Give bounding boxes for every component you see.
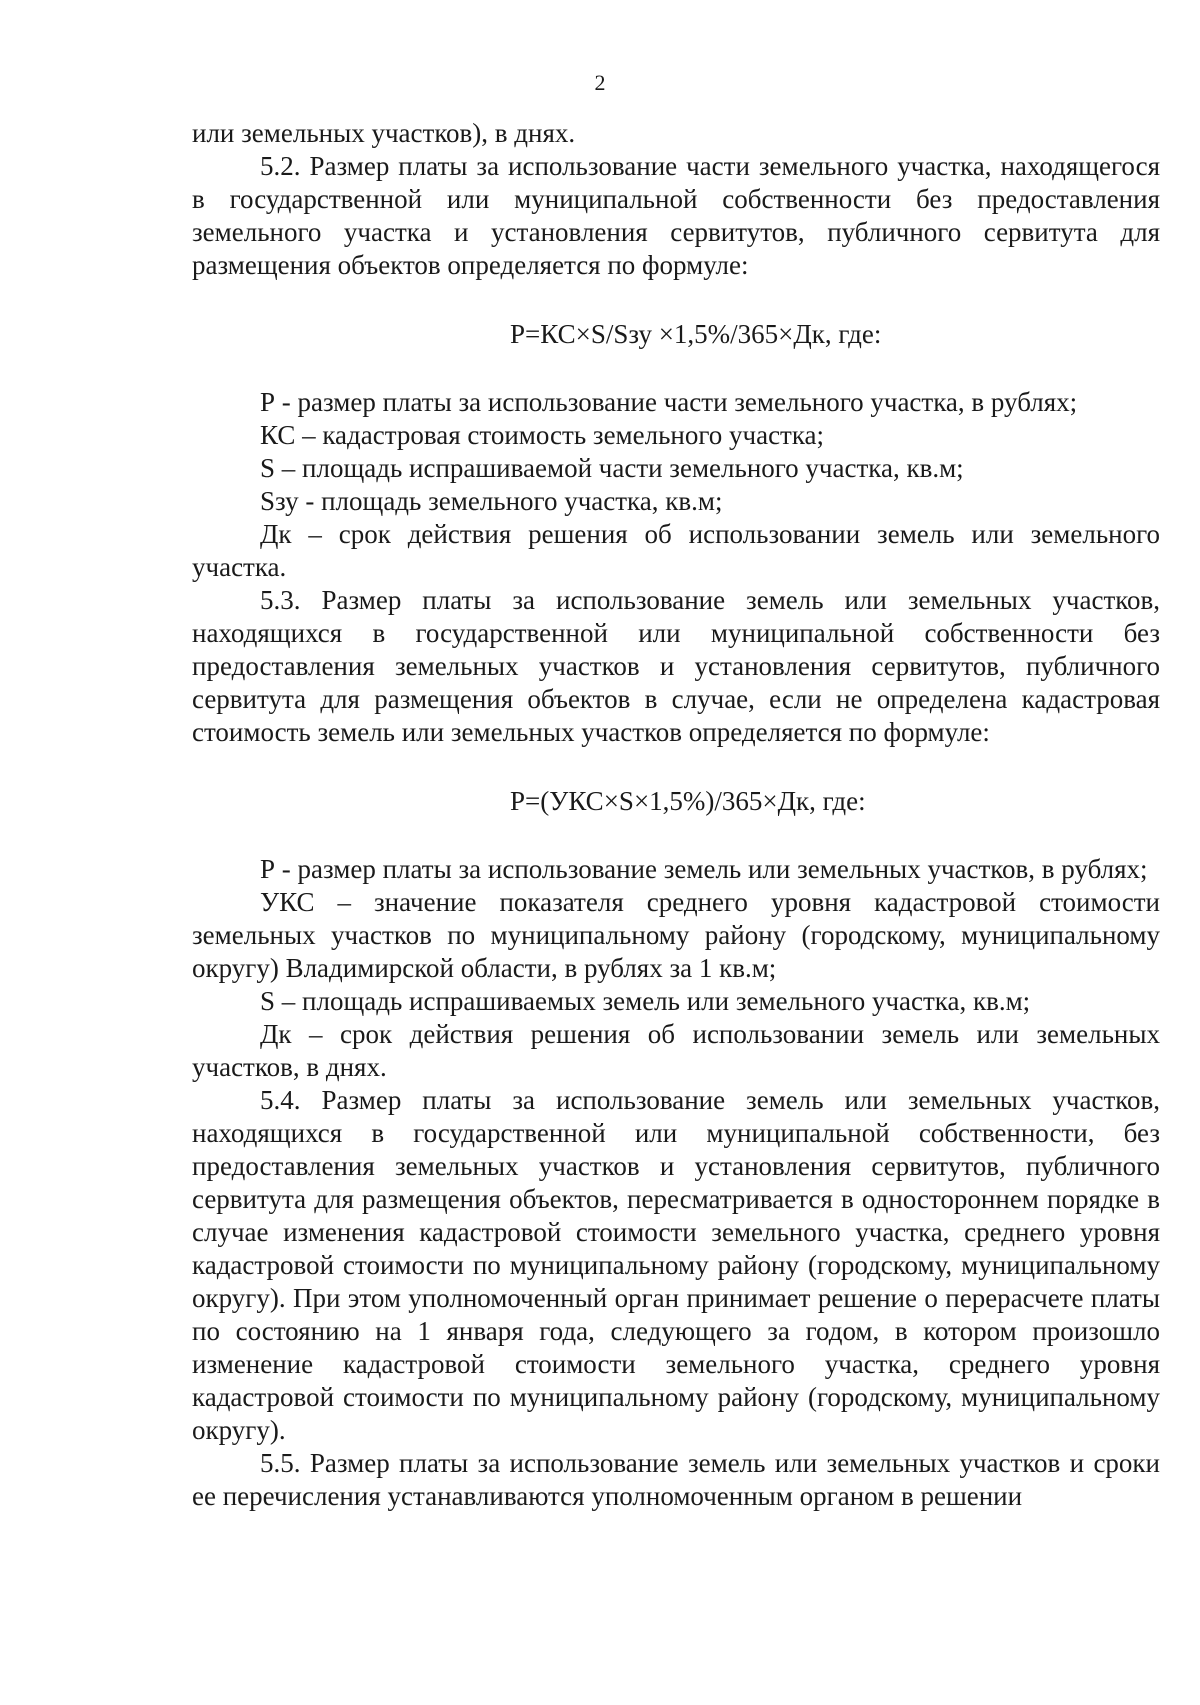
definition-uks: УКС – значение показателя среднего уровня кадастровой стоимости земельных участков по муниципальному району (городскому, муниципальному округу) Владимирской области, в рублях за 1 кв.м;: [192, 887, 1160, 983]
definition-s-2: S – площадь испрашиваемых земель или земельного участка, кв.м;: [260, 986, 1031, 1016]
formula-1: Р=КС×S/Sзу ×1,5%/365×Дк, где:: [510, 319, 882, 349]
formula-2: Р=(УКС×S×1,5%)/365×Дк, где:: [510, 786, 866, 816]
definition-s: S – площадь испрашиваемой части земельного участка, кв.м;: [260, 453, 964, 483]
document-body: [192, 117, 1160, 1513]
paragraph-5-2: 5.2. Размер платы за использование части земельного участка, находящегося в государственной или муниципальной собственности без предоставления земельного участка и установления сервитутов, публичного сервитута для размещения объектов определяется по формуле:: [192, 151, 1160, 280]
paragraph-5-5: 5.5. Размер платы за использование земель или земельных участков и сроки ее перечисления устанавливаются уполномоченным органом в решении: [192, 1448, 1160, 1511]
definition-p: Р - размер платы за использование части земельного участка, в рублях;: [260, 387, 1078, 417]
definition-dk-2: Дк – срок действия решения об использовании земель или земельных участков, в днях.: [192, 1019, 1160, 1082]
definition-dk: Дк – срок действия решения об использовании земель или земельного участка.: [192, 519, 1160, 582]
definition-szu: Sзу - площадь земельного участка, кв.м;: [260, 486, 723, 516]
paragraph-5-4: 5.4. Размер платы за использование земель или земельных участков, находящихся в государственной или муниципальной собственности, без предоставления земельных участков и установления сервитутов, публичного сервитута для размещения объектов, пересматривается в одностороннем порядке в случае изменения кадастровой стоимости земельного участка, среднего уровня кадастровой стоимости по муниципальному району (городскому, муниципальному округу). При этом уполномоченный орган принимает решение о перерасчете платы по состоянию на 1 января года, следующего за годом, в котором произошло изменение кадастровой стоимости земельного участка, среднего уровня кадастровой стоимости по муниципальному району (городскому, муниципальному округу).: [192, 1085, 1160, 1445]
page-number: 2: [594, 70, 606, 95]
paragraph-5-3: 5.3. Размер платы за использование земель или земельных участков, находящихся в государственной или муниципальной собственности без предоставления земельных участков и установления сервитутов, публичного сервитута для размещения объектов в случае, если не определена кадастровая стоимость земель или земельных участков определяется по формуле:: [192, 585, 1160, 747]
definition-ks: КС – кадастровая стоимость земельного участка;: [260, 420, 825, 450]
paragraph-continuation: или земельных участков), в днях.: [192, 118, 576, 148]
definition-p-2: Р - размер платы за использование земель или земельных участков, в рублях;: [260, 854, 1148, 884]
